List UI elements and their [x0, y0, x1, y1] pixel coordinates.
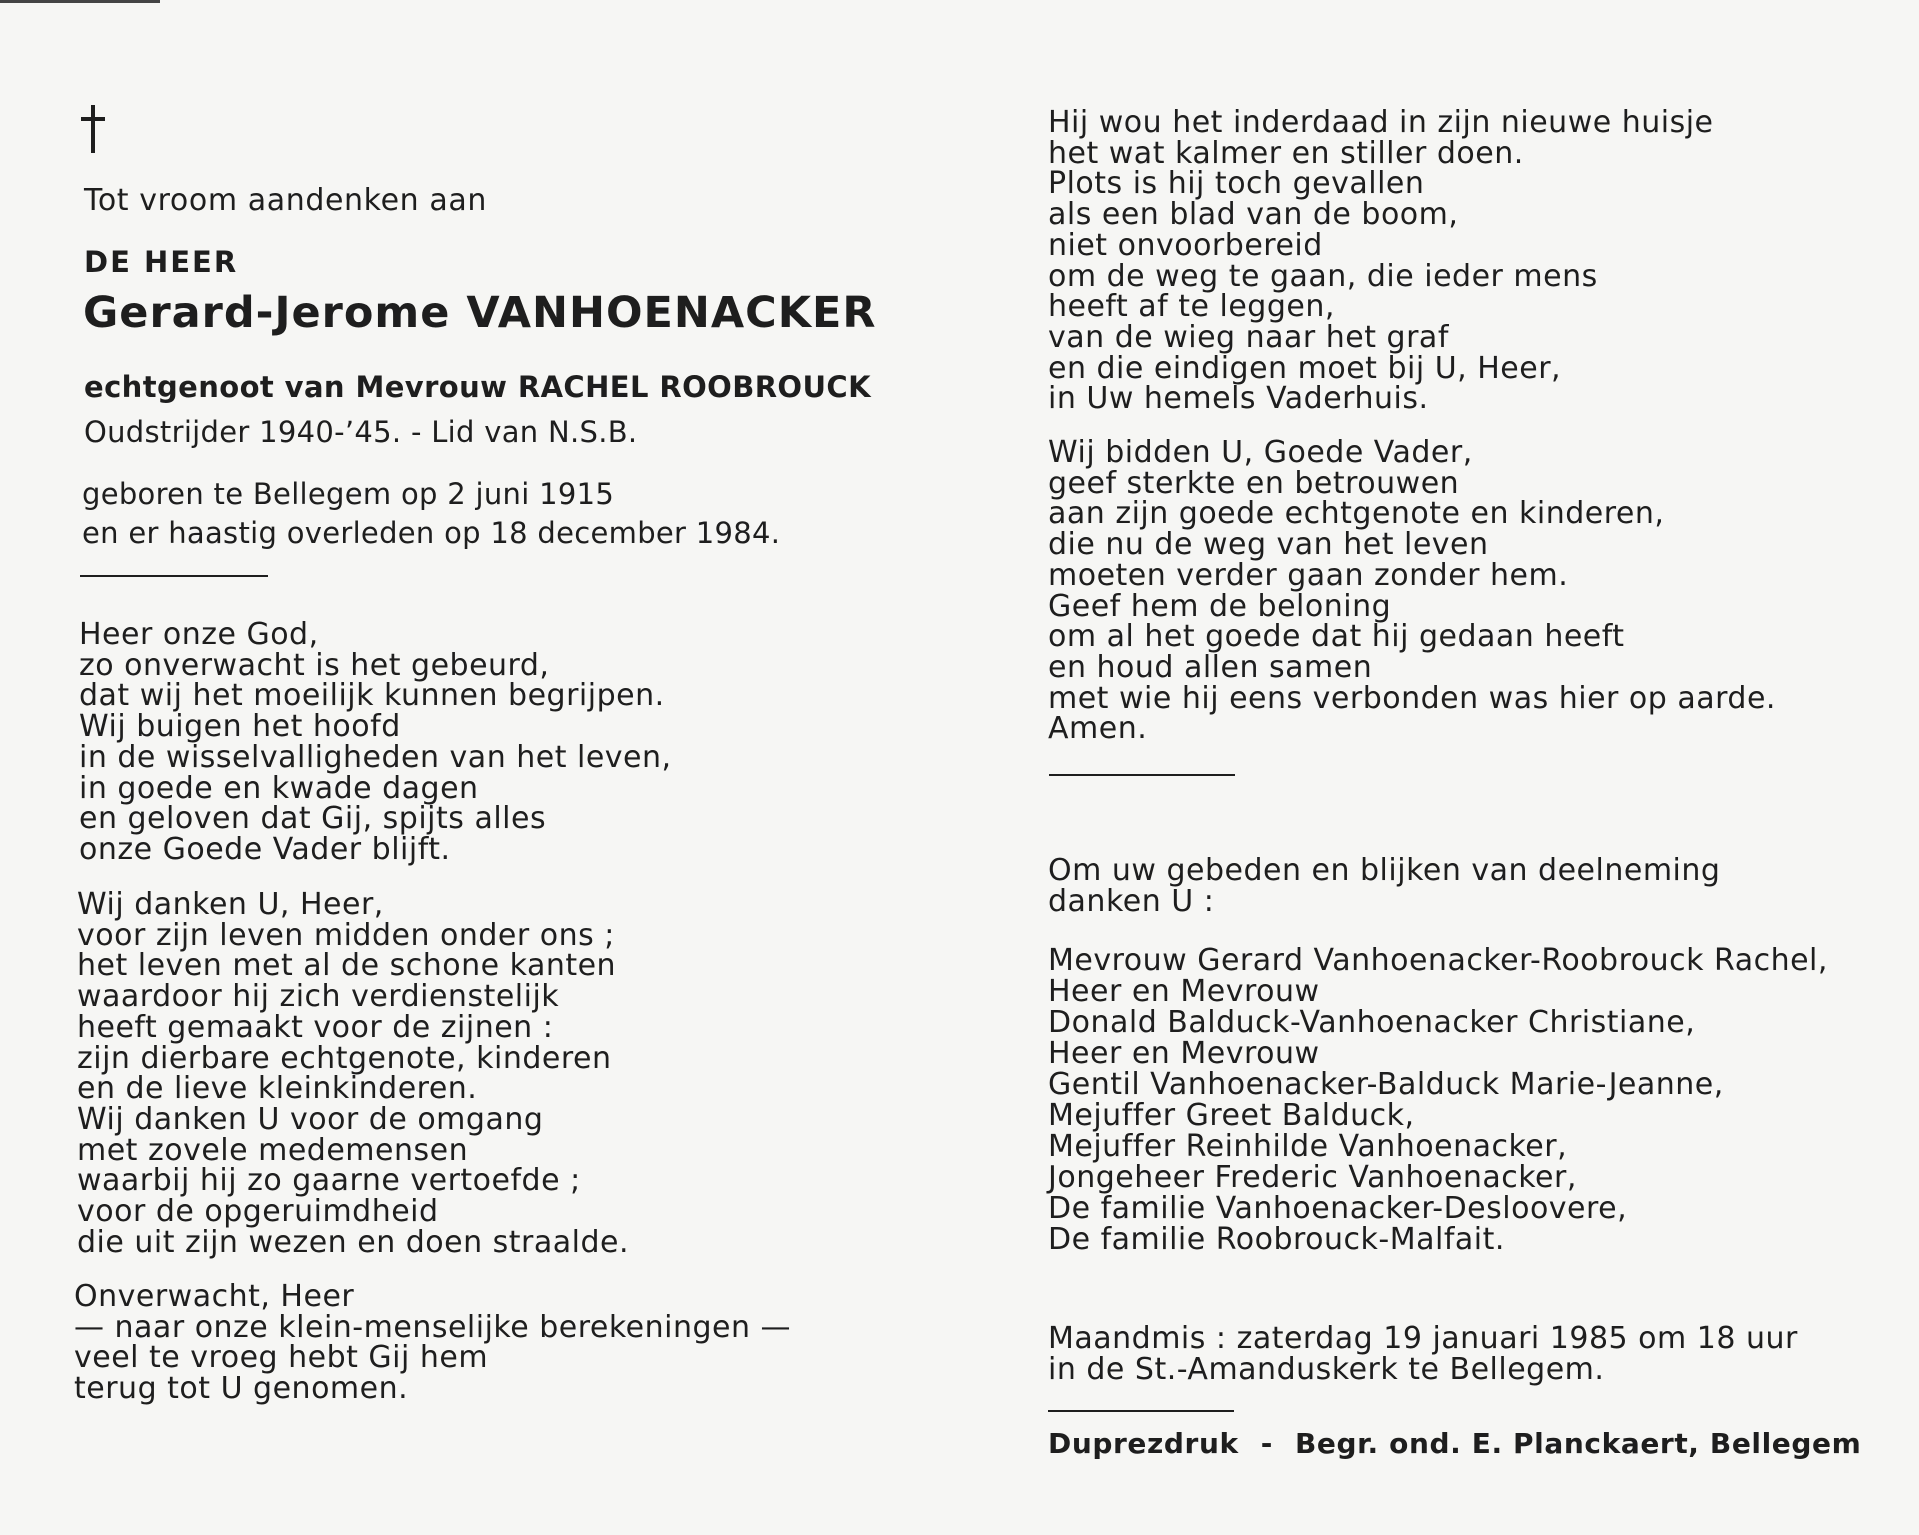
printer-separator: -	[1260, 1427, 1273, 1460]
verse-line: met wie hij eens verbonden was hier op aarde.	[1048, 680, 1776, 716]
verse-line: dat wij het moeilijk kunnen begrijpen.	[79, 678, 665, 714]
verse-line: waardoor hij zich verdienstelijk	[77, 979, 560, 1015]
mourner-line: Mejuffer Reinhilde Vanhoenacker,	[1048, 1129, 1568, 1164]
mourner-line: Gentil Vanhoenacker-Balduck Marie-Jeanne,	[1048, 1067, 1724, 1102]
verse-line: om de weg te gaan, die ieder mens	[1048, 258, 1598, 294]
verse-line: Wij danken U, Heer,	[77, 887, 384, 922]
thanks-intro	[1048, 855, 1720, 917]
printer-name: Duprezdruk	[1048, 1427, 1239, 1460]
veteran-line: Oudstrijder 1940-’45. - Lid van N.S.B.	[84, 415, 638, 449]
verse-line: als een blad van de boom,	[1048, 197, 1459, 233]
verse-line: Hij wou het inderdaad in zijn nieuwe huisje	[1048, 105, 1714, 140]
divider-right	[1049, 774, 1235, 776]
honorific: DE HEER	[84, 245, 239, 279]
thanks-line: Om uw gebeden en blijken van deelneming	[1048, 853, 1721, 888]
thanks-line: danken U :	[1048, 884, 1215, 919]
verse-line: het wat kalmer en stiller doen.	[1048, 135, 1524, 171]
mourner-line: Donald Balduck-Vanhoenacker Christiane,	[1048, 1005, 1696, 1040]
death-line: en er haastig overleden op 18 december 1984.	[82, 516, 781, 550]
mourner-line: De familie Vanhoenacker-Desloovere,	[1048, 1191, 1628, 1226]
mourner-line: Mejuffer Greet Balduck,	[1048, 1098, 1415, 1133]
verse-line: het leven met al de schone kanten	[77, 948, 617, 984]
birth-line: geboren te Bellegem op 2 juni 1915	[82, 477, 615, 511]
verse-line: veel te vroeg hebt Gij hem	[74, 1340, 489, 1376]
verse-line: en de lieve kleinkinderen.	[77, 1071, 478, 1107]
verse-line: voor zijn leven midden onder ons ;	[77, 917, 615, 953]
deceased-name: Gerard-Jerome VANHOENACKER	[83, 288, 877, 338]
intro-text: Tot vroom aandenken aan	[84, 183, 487, 218]
printer-credit	[1048, 1427, 1861, 1460]
verse-line: in Uw hemels Vaderhuis.	[1048, 381, 1429, 417]
verse-line: heeft gemaakt voor de zijnen :	[77, 1009, 554, 1045]
verse-line: geef sterkte en betrouwen	[1048, 465, 1460, 501]
verse-line: en die eindigen moet bij U, Heer,	[1048, 350, 1562, 386]
verse-line: in de wisselvalligheden van het leven,	[79, 739, 672, 775]
mourner-line: Jongeheer Frederic Vanhoenacker,	[1048, 1160, 1577, 1195]
verse-line: niet onvoorbereid	[1048, 227, 1323, 263]
verse-line: Onverwacht, Heer	[74, 1279, 355, 1314]
verse-line: die uit zijn wezen en doen straalde.	[77, 1224, 630, 1260]
prayer-stanza-3	[74, 1279, 792, 1407]
mourner-line: Heer en Mevrouw	[1048, 1036, 1320, 1071]
verse-line: voor de opgeruimdheid	[77, 1194, 439, 1230]
verse-line: terug tot U genomen.	[74, 1371, 409, 1407]
divider-left	[80, 575, 268, 577]
verse-line: in goede en kwade dagen	[79, 770, 479, 806]
mass-line-1: Maandmis : zaterdag 19 januari 1985 om 18 uur	[1048, 1321, 1798, 1356]
verse-line: van de wieg naar het graf	[1048, 319, 1449, 355]
divider-bottom	[1048, 1410, 1234, 1412]
verse-line: — naar onze klein-menselijke berekeningen —	[74, 1309, 792, 1345]
verse-line: Wij danken U voor de omgang	[77, 1101, 544, 1137]
verse-line: die nu de weg van het leven	[1048, 527, 1489, 563]
prayer-stanza-5	[1048, 435, 1776, 747]
mourner-line: De familie Roobrouck-Malfait.	[1048, 1222, 1505, 1257]
verse-line: zijn dierbare echtgenote, kinderen	[77, 1040, 612, 1076]
verse-line: Wij bidden U, Goede Vader,	[1048, 435, 1473, 470]
prayer-stanza-2	[77, 887, 630, 1260]
verse-line: en houd allen samen	[1048, 649, 1373, 685]
verse-line: moeten verder gaan zonder hem.	[1048, 557, 1569, 593]
undertaker-name: Begr. ond. E. Planckaert, Bellegem	[1294, 1427, 1862, 1460]
verse-line: zo onverwacht is het gebeurd,	[79, 647, 550, 683]
verse-line: heeft af te leggen,	[1048, 289, 1335, 325]
verse-line: om al het goede dat hij gedaan heeft	[1048, 619, 1625, 655]
verse-line: Wij buigen het hoofd	[79, 709, 401, 745]
verse-line: en geloven dat Gij, spijts alles	[79, 801, 547, 837]
mourners-list	[1048, 945, 1828, 1255]
spouse-line: echtgenoot van Mevrouw RACHEL ROOBROUCK	[84, 370, 871, 404]
verse-line: waarbij hij zo gaarne vertoefde ;	[77, 1163, 581, 1199]
prayer-stanza-4	[1048, 105, 1714, 417]
verse-line: met zovele medemensen	[77, 1132, 469, 1168]
prayer-stanza-1	[79, 617, 672, 867]
memorial-mass	[1048, 1323, 1798, 1385]
verse-line: aan zijn goede echtgenote en kinderen,	[1048, 496, 1665, 532]
mourner-line: Mevrouw Gerard Vanhoenacker-Roobrouck Rachel,	[1048, 943, 1828, 978]
mourner-line: Heer en Mevrouw	[1048, 974, 1320, 1009]
top-edge-line	[0, 0, 160, 3]
verse-line: Geef hem de beloning	[1048, 588, 1392, 624]
verse-line: Heer onze God,	[79, 617, 319, 652]
cross-icon	[78, 105, 108, 153]
verse-line: onze Goede Vader blijft.	[79, 831, 451, 867]
mass-line-2: in de St.-Amanduskerk te Bellegem.	[1048, 1352, 1605, 1387]
verse-line: Plots is hij toch gevallen	[1048, 166, 1425, 202]
verse-line: Amen.	[1048, 711, 1148, 747]
